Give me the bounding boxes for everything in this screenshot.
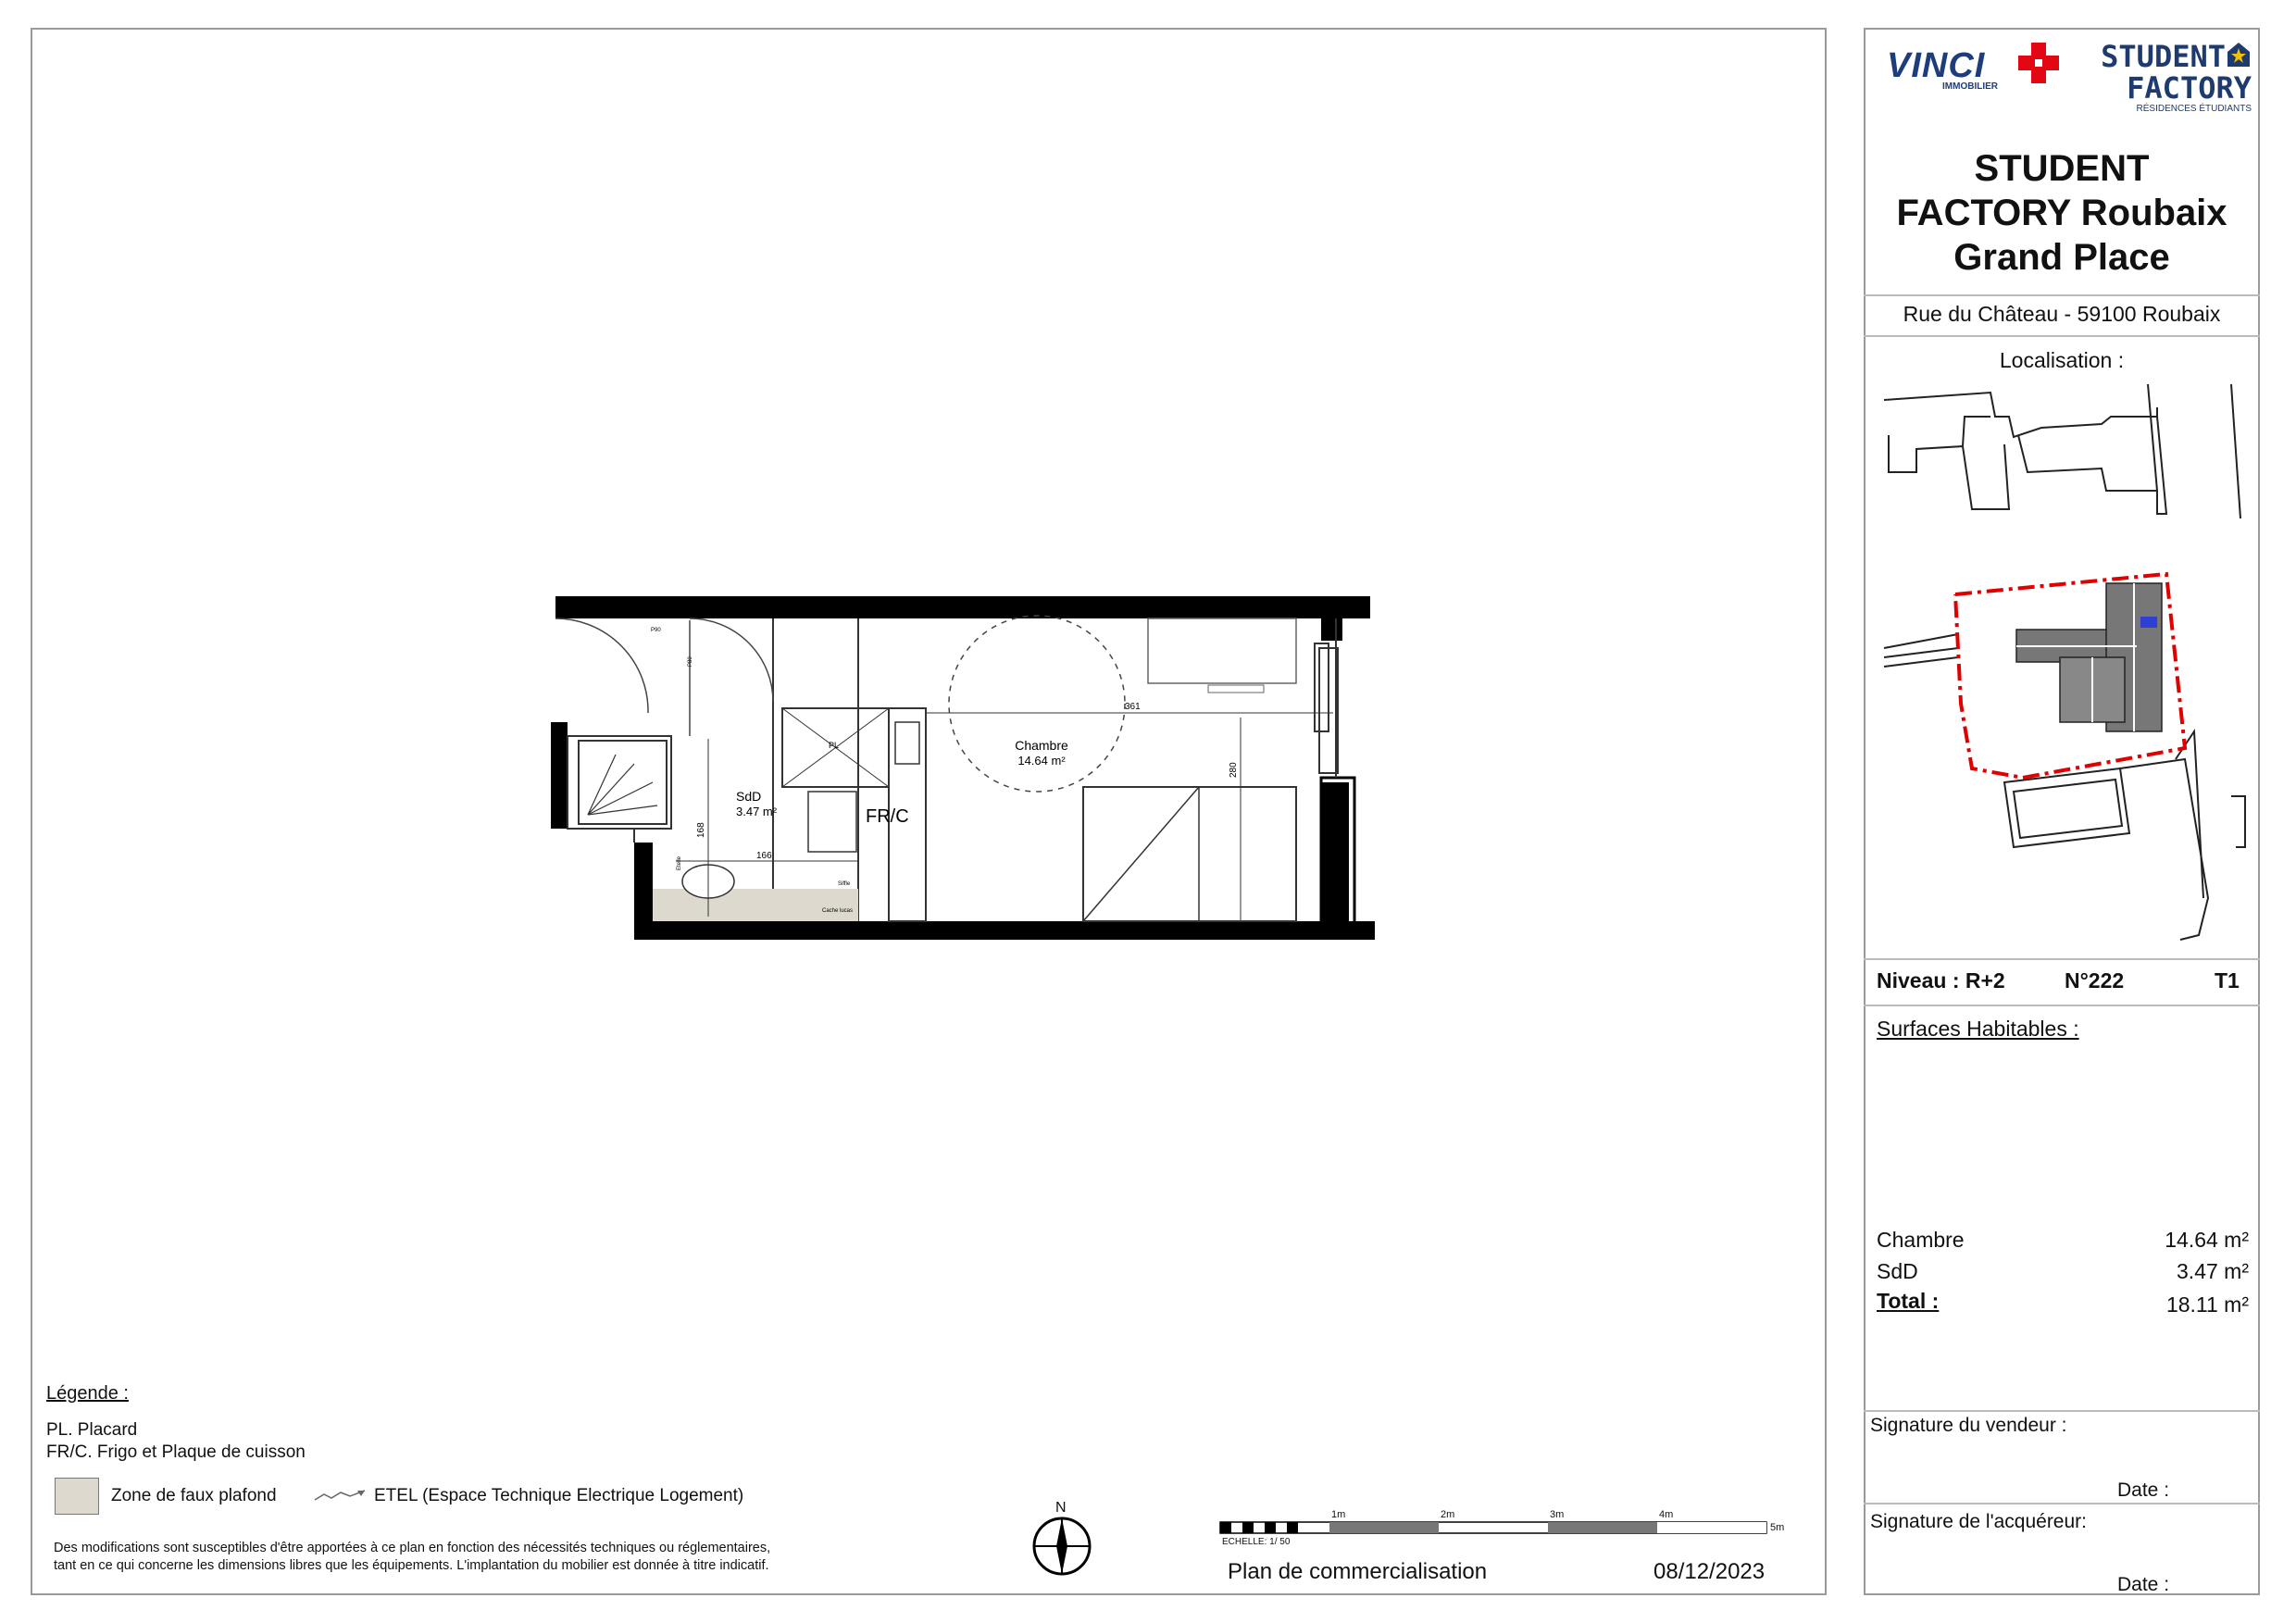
faux-plafond-zone	[653, 889, 858, 921]
desk	[1148, 618, 1296, 683]
washbasin	[808, 792, 856, 852]
room-label-sdd: SdD	[736, 789, 762, 804]
etel-arrow-icon	[313, 1487, 368, 1502]
project-title-line2: FACTORY Roubaix	[1896, 193, 2227, 233]
divider	[1864, 1410, 2260, 1412]
vinci-logo	[1887, 46, 2063, 93]
cache-lucas-label: Cache lucas	[822, 908, 854, 914]
divider	[1864, 958, 2260, 960]
project-title-line1: STUDENT	[1974, 148, 2150, 189]
scale-tick-label: 2m	[1441, 1509, 1455, 1520]
divider	[1864, 1503, 2260, 1504]
surface-value: 14.64 m²	[2165, 1228, 2249, 1252]
unit-number: N°222	[2065, 968, 2125, 993]
plan-type-label: Plan de commercialisation	[1228, 1559, 1488, 1584]
student-factory-sub: RÉSIDENCES ÉTUDIANTS	[2136, 104, 2252, 114]
legend-item-frc: FR/C. Frigo et Plaque de cuisson	[46, 1442, 306, 1462]
compass-icon	[1030, 1515, 1093, 1578]
project-title	[1864, 146, 2260, 280]
room-area-sdd: 3.47 m²	[736, 805, 778, 818]
scale-label: ECHELLE: 1/ 50	[1222, 1537, 1291, 1547]
door-label: P80	[688, 656, 693, 667]
surface-row	[1877, 1228, 2249, 1253]
project-address: Rue du Château - 59100 Roubaix	[1903, 302, 2221, 326]
buyer-date-label: Date :	[2117, 1574, 2170, 1595]
scale-tick-label: 3m	[1550, 1509, 1565, 1520]
surfaces-heading: Surfaces Habitables :	[1877, 1017, 2079, 1041]
legend-title: Légende :	[46, 1383, 129, 1404]
divider	[1864, 294, 2260, 296]
room-area-chambre: 14.64 m²	[1017, 754, 1066, 768]
scale-tick-label: 4m	[1659, 1509, 1674, 1520]
legend-item-etel: ETEL (Espace Technique Electrique Logement)	[374, 1486, 744, 1505]
vinci-logo-subtext: IMMOBILIER	[1942, 81, 1998, 92]
placard-label: PL	[829, 741, 840, 750]
localisation-map	[1879, 380, 2250, 944]
room-label-chambre: Chambre	[1015, 738, 1068, 753]
faux-plafond-swatch	[55, 1478, 99, 1515]
surface-total-label: Total :	[1877, 1289, 1940, 1313]
divider	[1864, 335, 2260, 337]
legend-item-faux-plafond: Zone de faux plafond	[111, 1486, 277, 1505]
vinci-logo-text: VINCI	[1887, 46, 1986, 85]
localisation-label: Localisation :	[1999, 348, 2125, 372]
surface-total-row	[1877, 1289, 2249, 1317]
unit-level: Niveau : R+2	[1877, 968, 2005, 993]
disclaimer-line2: tant en ce qui concerne les dimensions libres que les équipements. L'implantation du mobilier est donnée à titre indicatif.	[54, 1558, 769, 1573]
house-star-icon	[2226, 41, 2252, 69]
scale-bar	[1218, 1509, 1792, 1550]
dimension-label: 280	[1229, 762, 1239, 778]
door-label: P90	[651, 628, 661, 633]
siphon-label: Siffle	[838, 881, 851, 887]
divider	[1864, 1005, 2260, 1006]
floor-plan	[551, 593, 1384, 944]
shower	[579, 741, 667, 824]
student-factory-line1: STUDENT	[2101, 39, 2226, 74]
bed	[1083, 787, 1296, 921]
frc-label: FR/C	[866, 806, 909, 827]
scale-tick-label: 5m	[1770, 1522, 1785, 1533]
unit-highlight	[2140, 617, 2157, 628]
vinci-cross-icon	[2016, 41, 2061, 85]
seller-date-label: Date :	[2117, 1479, 2170, 1501]
compass-north-label: N	[1055, 1500, 1067, 1516]
surface-label: SdD	[1877, 1259, 1918, 1283]
legend-item-pl: PL. Placard	[46, 1420, 138, 1440]
surface-row	[1877, 1259, 2249, 1284]
surface-label: Chambre	[1877, 1228, 1965, 1252]
student-factory-line2: FACTORY	[2127, 70, 2252, 106]
surface-total-value: 18.11 m²	[2165, 1292, 2249, 1317]
disclaimer-line1: Des modifications sont susceptibles d'être apportées à ce plan en fonction des nécessités techniques ou réglementaires,	[54, 1541, 771, 1555]
unit-type: T1	[2215, 968, 2240, 993]
surface-value: 3.47 m²	[2177, 1259, 2249, 1283]
etel-label: Etelle	[677, 855, 682, 870]
student-factory-logo	[2094, 41, 2252, 124]
dimension-label: 361	[1125, 702, 1141, 712]
project-title-line3: Grand Place	[1953, 237, 2170, 278]
dimension-label: 168	[696, 822, 706, 838]
seller-signature-label: Signature du vendeur :	[1870, 1415, 2067, 1436]
dimension-label: 166	[756, 851, 772, 861]
buyer-signature-label: Signature de l'acquéreur:	[1870, 1511, 2087, 1532]
plan-date: 08/12/2023	[1653, 1559, 1766, 1584]
scale-tick-label: 1m	[1331, 1509, 1346, 1520]
